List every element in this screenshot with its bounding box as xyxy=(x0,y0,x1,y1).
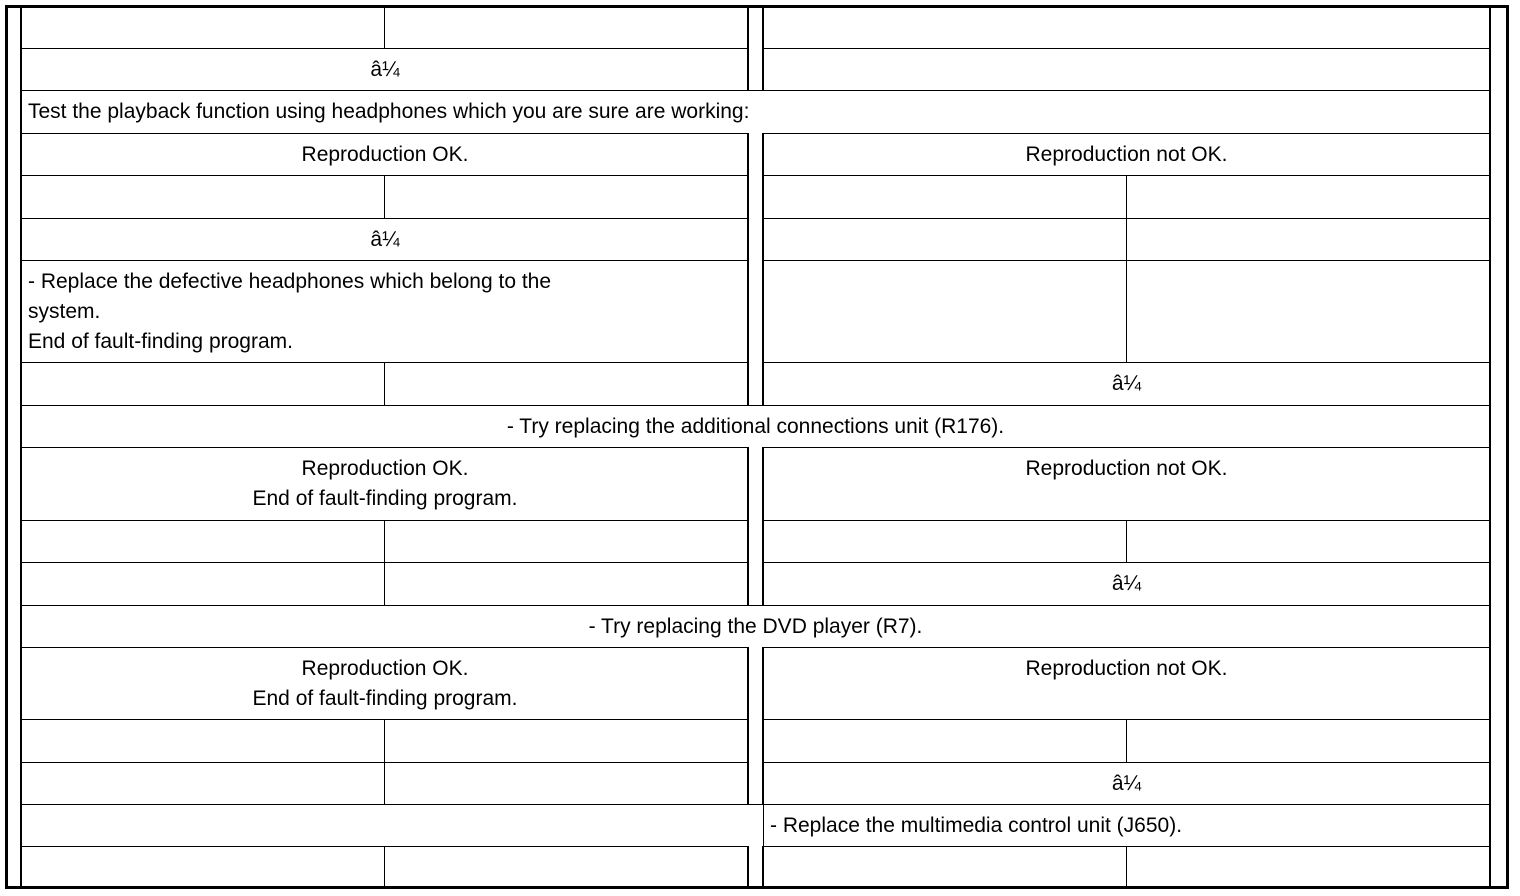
text-line: Reproduction OK. xyxy=(301,457,469,480)
empty-cell xyxy=(21,846,384,886)
empty-cell xyxy=(763,175,1126,218)
result-ok: Reproduction OK. xyxy=(21,133,748,175)
text-line: End of fault-finding program. xyxy=(252,687,518,710)
center-rule xyxy=(762,5,764,90)
arrow-down: â¼ xyxy=(763,362,1489,405)
empty-cell xyxy=(1126,175,1489,218)
empty-cell xyxy=(763,846,1126,886)
empty-cell xyxy=(763,5,1489,48)
empty-cell xyxy=(1126,260,1489,362)
center-rule xyxy=(747,5,749,90)
empty-cell xyxy=(384,362,748,405)
right-margin-line xyxy=(1489,5,1491,889)
empty-cell xyxy=(21,362,384,405)
empty-cell xyxy=(384,719,748,762)
empty-cell xyxy=(763,48,1489,90)
arrow-down: â¼ xyxy=(763,562,1489,605)
replace-multimedia-unit: - Replace the multimedia control unit (J650). xyxy=(763,804,1489,846)
test-intro-text: Test the playback function using headphones which you are sure are working: xyxy=(21,90,1489,133)
result-not-ok: Reproduction not OK. xyxy=(763,447,1489,520)
result-ok-end xyxy=(21,447,748,520)
empty-cell xyxy=(763,218,1126,260)
try-dvd-player: - Try replacing the DVD player (R7). xyxy=(21,605,1489,647)
empty-cell xyxy=(21,719,384,762)
empty-cell xyxy=(1126,218,1489,260)
empty-cell xyxy=(384,846,748,886)
center-rule xyxy=(762,647,764,804)
empty-cell xyxy=(21,804,763,846)
empty-cell xyxy=(21,175,384,218)
empty-cell xyxy=(1126,719,1489,762)
center-rule xyxy=(762,846,764,886)
empty-cell xyxy=(21,562,384,605)
center-rule xyxy=(747,133,749,405)
center-rule xyxy=(762,133,764,405)
replace-headphones-text xyxy=(21,260,748,362)
empty-cell xyxy=(21,520,384,562)
text-line: - Replace the defective headphones which belong to the xyxy=(28,270,552,293)
result-ok-end xyxy=(21,647,748,719)
result-not-ok: Reproduction not OK. xyxy=(763,133,1489,175)
text-line: End of fault-finding program. xyxy=(252,487,518,510)
empty-cell xyxy=(384,762,748,804)
empty-cell xyxy=(21,5,384,48)
try-connections-unit: - Try replacing the additional connections unit (R176). xyxy=(21,405,1489,447)
empty-cell xyxy=(1126,520,1489,562)
text-line: End of fault-finding program. xyxy=(28,330,293,353)
empty-cell xyxy=(763,260,1126,362)
arrow-down: â¼ xyxy=(763,762,1489,804)
text-line: system. xyxy=(28,300,101,323)
empty-cell xyxy=(384,175,748,218)
result-not-ok: Reproduction not OK. xyxy=(763,647,1489,719)
center-rule xyxy=(747,447,749,605)
empty-cell xyxy=(1126,846,1489,886)
empty-cell xyxy=(384,562,748,605)
center-rule xyxy=(747,647,749,804)
empty-cell xyxy=(21,762,384,804)
arrow-down: â¼ xyxy=(21,48,748,90)
empty-cell xyxy=(384,520,748,562)
empty-cell xyxy=(763,719,1126,762)
text-line: Reproduction OK. xyxy=(301,657,469,680)
empty-cell xyxy=(763,520,1126,562)
arrow-down: â¼ xyxy=(21,218,748,260)
empty-cell xyxy=(384,5,748,48)
center-rule xyxy=(762,447,764,605)
center-rule xyxy=(747,846,749,886)
